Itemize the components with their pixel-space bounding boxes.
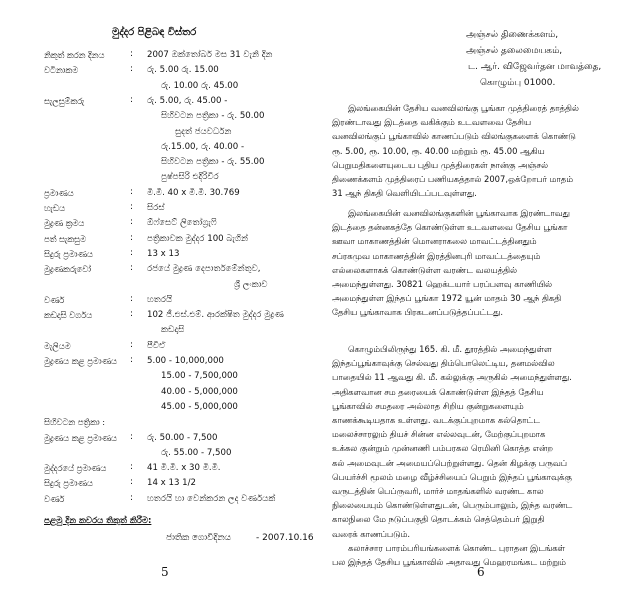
detail-value: රජයේ මුද්‍රණ දෙපාර්තමේන්තුව, xyxy=(147,264,261,275)
paragraph-line: வரைக் காணப்படும். xyxy=(332,528,411,539)
detail-value: හතරයි හා වෙන්කරන ලද වර්ණයක් xyxy=(147,493,276,504)
detail-value: කඩදාසි xyxy=(161,325,185,336)
detail-separator: : xyxy=(130,202,134,212)
detail-value: 13 x 13 xyxy=(147,248,180,259)
paragraph-line: மலைச்சாரலும் தியச் சின்ன எல்லவுடன், மேற்குப்புறமாக xyxy=(332,429,546,440)
paragraph-line: இந்தப்பூங்காவுக்கு செல்வது திம்பொலெட்டிய, தனமல்வில xyxy=(332,358,555,369)
detail-value: රු. 10.00 රු. 45.00 xyxy=(161,80,239,91)
detail-value: 2007 ඔක්තෝබර් මස 31 වැනි දින xyxy=(147,50,273,60)
paragraph-line: வனவிலங்குப் பூங்காவில் காணப்படும் விலங்குகளைக் கொண்டு xyxy=(332,131,576,142)
paragraph-line: கல் அமைவுடன் அமையப்பெற்றுள்ளது. தென் கிழக்கு பருவப் xyxy=(332,457,567,468)
paragraph-line: ஊவா மாகாணத்தின் மொனராகலை மாவட்டத்தினதும் xyxy=(332,236,537,247)
detail-value: 45.00 - 5,000,000 xyxy=(161,401,238,412)
stamp-details-title: මුද්දර පිළිබඳ විස්තර xyxy=(112,27,197,38)
detail-row xyxy=(0,433,320,447)
detail-value: පුෂ්පසිරි එදිරිවීර xyxy=(161,172,219,183)
detail-label: මුද්‍රණකරුවෝ xyxy=(44,264,91,275)
detail-separator: : xyxy=(130,186,134,197)
detail-label: වර්ණ xyxy=(44,294,65,305)
paragraph-line: பாதையில் 11 ஆவது கி. மீ. கல்லுக்கு அருகில் அமைந்துள்ளது. xyxy=(332,372,572,383)
paragraph-line: காணக்கூடியதாக உள்ளது. வடக்குப்புறமாக கல்தொட்ட xyxy=(332,415,540,425)
detail-value: 14 x 13 1/2 xyxy=(147,478,196,489)
detail-separator: : xyxy=(130,355,134,365)
detail-separator: : xyxy=(130,477,134,488)
detail-row xyxy=(0,295,320,309)
detail-value: සිහිවටන පත්‍රිකා - රු. 50.00 xyxy=(161,111,265,122)
detail-separator: : xyxy=(130,293,134,304)
detail-row xyxy=(0,371,320,385)
detail-value: මි.මී. 40 x මි.මී. 30.769 xyxy=(147,187,240,198)
detail-row xyxy=(0,387,320,401)
detail-value: හතරයි xyxy=(147,294,173,305)
paragraph-line: இரண்டாவது இடத்தை வகிக்கும் உடவளவை தேசிய xyxy=(332,117,532,128)
detail-label: වර්ණ xyxy=(44,493,65,504)
detail-row xyxy=(0,65,320,79)
paragraph-line: வருடத்தின் பெப்ருவரி, மார்ச் மாதங்களில் வரண்ட கால xyxy=(332,486,544,496)
detail-label: සිදුරු ප්‍රමාණය xyxy=(44,478,93,489)
paragraph-line: 31 ஆந் திகதி வெளியிடப்படவுள்ளது. xyxy=(332,188,477,199)
detail-row xyxy=(0,325,320,339)
detail-value: රු.15.00, රු. 40.00 - xyxy=(161,141,245,152)
detail-row xyxy=(0,127,320,141)
paragraph-line: அமைந்துள்ள இந்தப் பூங்கா 1972 யூன் மாதம் 30 ஆந் திகதி xyxy=(332,293,562,304)
detail-value: 15.00 - 7,500,000 xyxy=(161,371,238,382)
detail-label: මුද්දරයේ ප්‍රමාණය xyxy=(44,463,107,474)
detail-separator: : xyxy=(130,232,134,243)
first-day-cover-label: පළමු දින කවරය තිකුත් කිරීම: xyxy=(44,516,152,526)
detail-label: මුද්‍රණය කළ ප්‍රමාණය xyxy=(44,432,117,443)
detail-row xyxy=(0,478,320,492)
detail-row xyxy=(0,111,320,125)
page-number-left: 5 xyxy=(161,565,169,579)
paragraph-line: தேசிய பூங்காவாக பிரகடனப்படுத்தப்பட்டது. xyxy=(332,307,504,318)
paragraph-line: எல்லைகளாகக் கொண்டுள்ள வரண்ட வலயத்தில் xyxy=(332,264,517,275)
detail-row xyxy=(0,203,320,217)
paragraph-line: காலநிலை மே நடுப்பகுதி தொடக்கம் செத்தெம்பர் இறுதி xyxy=(332,514,545,525)
detail-row xyxy=(0,417,320,431)
address-line: அஞ்சல் திணைக்களம், xyxy=(466,30,559,40)
detail-row xyxy=(0,188,320,202)
paragraph-line: சப்ரகமுவ மாகாணத்தின் இரத்தினபுரி மாவட்டத்தையும் xyxy=(332,250,541,261)
first-day-cover-date: - 2007.10.16 xyxy=(256,533,314,543)
detail-row xyxy=(0,463,320,477)
detail-row xyxy=(0,50,320,64)
detail-value: ඕෆ්සෙට් ලිතෝග්‍රැෆි xyxy=(147,218,217,229)
address-line: அஞ்சல் தலைமையகம், xyxy=(466,46,563,56)
detail-value: 5.00 - 10,000,000 xyxy=(147,356,224,366)
detail-row xyxy=(0,402,320,416)
detail-separator: : xyxy=(130,247,134,258)
detail-value: ශ්‍රී ලංකාව xyxy=(234,279,268,290)
detail-separator: : xyxy=(130,64,134,75)
detail-row xyxy=(0,157,320,171)
right-page xyxy=(320,0,640,594)
paragraph-line: பல இந்தத் தேசிய பூங்காவில் அதாவது மெஹரமங்கட மற்றும் xyxy=(332,557,566,568)
detail-label: හැඩය xyxy=(44,203,65,213)
detail-value: රු. 5.00 රු. 15.00 xyxy=(147,65,219,76)
paragraph-line: ரூ. 5.00, ரூ. 10.00, ரூ. 40.00 மற்றும் ரூ. 45.00 ஆகிய xyxy=(332,145,545,156)
detail-label: නිකුත් කරන දිනය xyxy=(44,50,105,60)
detail-row xyxy=(0,96,320,110)
paragraph-line: இலங்கையின் தேசிய வனவிலங்கு பூங்கா முத்திரைத் தாத்தில் xyxy=(348,103,579,113)
detail-separator: : xyxy=(130,217,134,228)
paragraph-line: உக்கல குன்றும் முன்னணி பம்பரகல ரெமினி கொத்த என்ற xyxy=(332,443,553,454)
detail-value: පත්‍රිකාවක මුද්දර 100 බැගින් xyxy=(147,233,249,244)
detail-separator: : xyxy=(130,263,134,274)
detail-row xyxy=(0,494,320,508)
detail-label: මැලියම xyxy=(44,340,71,351)
detail-separator: : xyxy=(130,94,134,105)
detail-label: සිහිවටන පත්‍රිකා : xyxy=(44,417,106,428)
detail-value: පීවීඒ xyxy=(147,340,166,351)
detail-row xyxy=(0,172,320,186)
detail-value: සිරස් xyxy=(147,203,165,213)
detail-label: පත් සැකසුම xyxy=(44,233,86,244)
detail-label: මුද්‍රණය කළ ප්‍රමාණය xyxy=(44,356,117,366)
detail-value: 41 මි.මී. x 30 මි.මී. xyxy=(147,463,221,474)
paragraph-line: திணைக்களம் முத்திரைப் பணியகத்தால் 2007,ஒக்றோபர் மாதம் xyxy=(332,174,573,184)
detail-row xyxy=(0,249,320,263)
detail-value: රු. 50.00 - 7,500 xyxy=(147,432,218,443)
detail-row xyxy=(0,234,320,248)
paragraph-line: இடத்தை தன்னகத்தே கொண்டுள்ள உடவளவை தேசிய பூங்கா xyxy=(332,222,568,233)
detail-separator: : xyxy=(130,49,134,59)
detail-label: වටිනාකම xyxy=(44,65,79,76)
detail-label: ප්‍රමාණය xyxy=(44,187,74,198)
address-line: கொழும்பு 01000. xyxy=(480,78,556,88)
detail-row xyxy=(0,280,320,294)
paragraph-line: கலாச்சார பாரம்பரியங்களைக் கொண்ட புராதன இடங்கள் xyxy=(348,543,566,553)
paragraph-line: பூங்காவில் சமதரை அல்லாத சிறிய குன்றுகளையும் xyxy=(332,400,524,411)
detail-separator: : xyxy=(130,309,134,320)
detail-separator: : xyxy=(130,492,134,503)
detail-value: සුදත් ජයවර්ධන xyxy=(175,126,232,137)
detail-label: කඩදාසි වර්ගය xyxy=(44,310,93,321)
paragraph-line: பெயர்ச்சி மூலம் மழை வீழ்ச்சியைப் பெறும் இந்தப் பூங்காவுக்கு xyxy=(332,471,572,482)
paragraph-line: கொழும்பிலிருந்து 165. கி. மீ. தூரத்தில் அமைந்துள்ள xyxy=(348,344,552,354)
detail-row xyxy=(0,264,320,278)
paragraph-line: பெறுமதிகளையுடைய புதிய முத்திரைகள் நான்கு அஞ்சல் xyxy=(332,159,549,170)
detail-separator: : xyxy=(130,431,134,442)
detail-label: මුද්‍රණ ක්‍රමය xyxy=(44,218,85,229)
first-day-cover-event: ජාතික ගොවිදිනය xyxy=(166,533,231,543)
detail-value: රු. 55.00 - 7,500 xyxy=(161,447,232,458)
detail-label: සැලසුම්කරු xyxy=(44,95,85,106)
paragraph-line: அதிகளவான சம தரையைக் கொண்டுள்ள இந்தத் தேசிய xyxy=(332,386,544,397)
detail-separator: : xyxy=(130,339,134,350)
detail-row xyxy=(0,81,320,95)
detail-value: සිහිවටන පත්‍රිකා - රු. 55.00 xyxy=(161,157,265,168)
detail-row xyxy=(0,218,320,232)
detail-separator: : xyxy=(130,462,134,473)
detail-row xyxy=(0,448,320,462)
paragraph-line: இலங்கையின் வனவிலங்குகளின் பூங்காவாக இரண்டாவது xyxy=(348,208,570,218)
page-number-right: 6 xyxy=(477,565,485,579)
detail-row xyxy=(0,341,320,355)
detail-value: 40.00 - 5,000,000 xyxy=(161,386,238,397)
address-line: ட. ஆர். விஜேவர்தன மாவத்தை, xyxy=(468,62,602,72)
detail-row xyxy=(0,142,320,156)
detail-label: සිදුරු ප්‍රමාණය xyxy=(44,248,93,259)
detail-value: 102 ජී.එස්.එම්. ආරක්ෂිත මුද්දර මුද්‍රණ xyxy=(147,310,284,321)
paragraph-line: அமைந்துள்ளது. 30821 ஹெக்டயார் பரப்பளவு காணியில் xyxy=(332,279,553,289)
detail-value: රු. 5.00, රු. 45.00 - xyxy=(147,95,228,106)
detail-row xyxy=(0,310,320,324)
detail-row xyxy=(0,356,320,370)
paragraph-line: நிலையையும் கொண்டுள்ளதுடன், பெரும்பாலும், இந்த வரண்ட xyxy=(332,500,573,511)
